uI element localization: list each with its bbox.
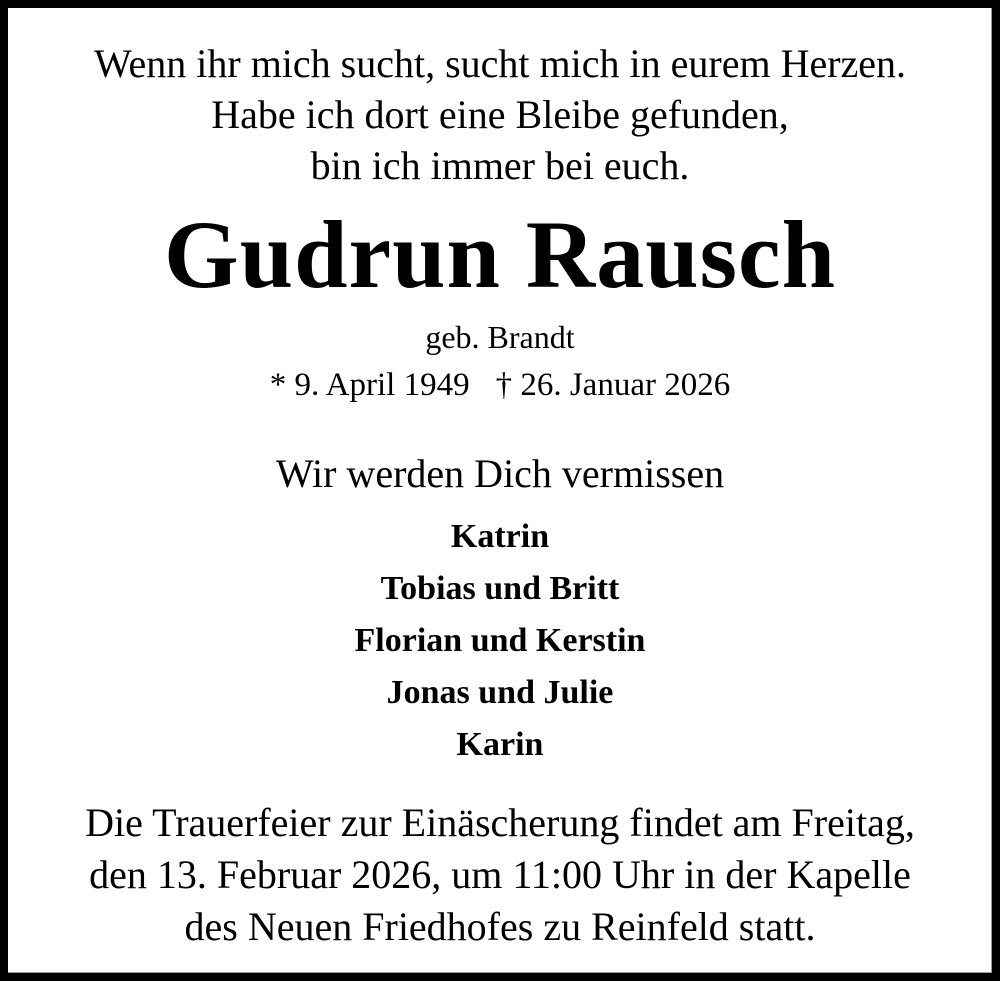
farewell-line: Wir werden Dich vermissen — [275, 451, 725, 496]
funeral-info — [8, 797, 992, 953]
mourner-name: Tobias und Britt — [380, 570, 620, 607]
maiden-name: geb. Brandt — [425, 319, 575, 355]
death-date: † 26. Januar 2026 — [495, 367, 731, 403]
epitaph-line: Habe ich dort eine Bleibe gefunden, — [211, 92, 789, 137]
mourners-list — [8, 511, 992, 771]
funeral-line: des Neuen Friedhofes zu Reinfeld statt. — [184, 904, 816, 949]
mourner-name: Jonas und Julie — [386, 674, 614, 711]
deceased-name: Gudrun Rausch — [164, 201, 836, 308]
mourner-name: Katrin — [450, 518, 550, 555]
birth-date: * 9. April 1949 — [269, 367, 470, 403]
epitaph-line: bin ich immer bei euch. — [310, 143, 690, 188]
life-dates — [8, 363, 992, 407]
epitaph-line: Wenn ihr mich sucht, sucht mich in eurem Herzen. — [93, 41, 907, 86]
funeral-line: Die Trauerfeier zur Einäscherung findet am Freitag, — [85, 800, 915, 845]
mourner-name: Karin — [456, 726, 544, 763]
mourner-name: Florian und Kerstin — [354, 622, 646, 659]
funeral-line: den 13. Februar 2026, um 11:00 Uhr in der Kapelle — [89, 852, 911, 897]
epitaph — [8, 38, 992, 191]
